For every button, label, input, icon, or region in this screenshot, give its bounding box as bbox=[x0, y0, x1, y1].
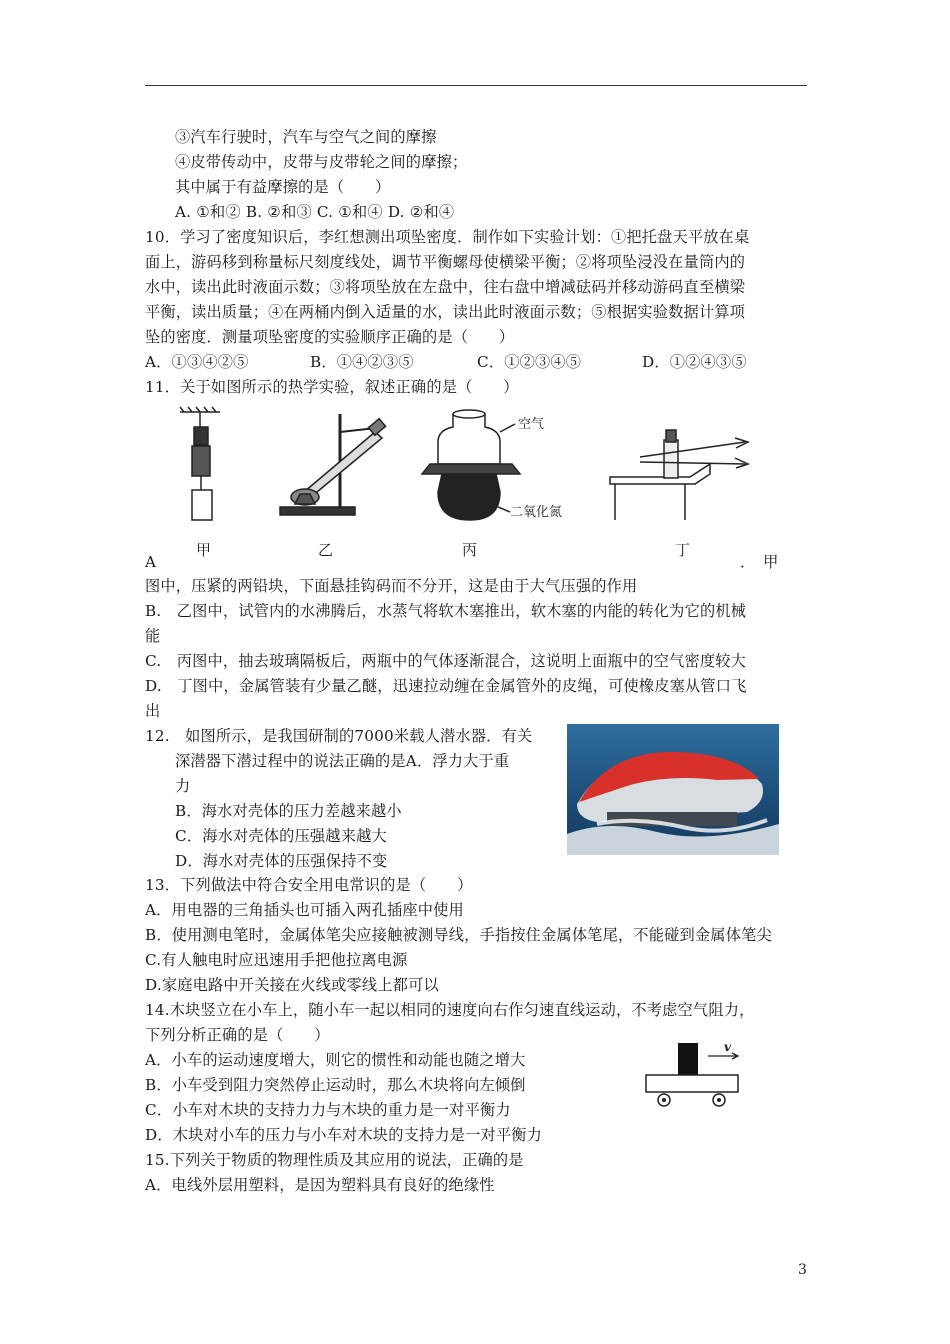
q10-line-1: 10．学习了密度知识后，李红想测出项坠密度．制作如下实验计划：①把托盘天平放在桌 bbox=[145, 228, 750, 246]
q9-options: A. ①和② B. ②和③ C. ①和④ D. ②和④ bbox=[175, 203, 455, 221]
header-rule bbox=[145, 85, 807, 86]
q10-line-5: 坠的密度．测量项坠密度的实验顺序正确的是（ ） bbox=[145, 328, 515, 346]
q11-figure-drawing bbox=[170, 402, 770, 532]
q10-line-2: 面上，游码移到称量标尺刻度线处，调节平衡螺母使横梁平衡；②将项坠浸没在量筒内的 bbox=[145, 253, 746, 271]
q10-option-d: D．①②④③⑤ bbox=[642, 353, 747, 371]
lead-blocks-drawing bbox=[180, 407, 220, 520]
q13-stem: 13．下列做法中符合安全用电常识的是（ ） bbox=[145, 876, 473, 894]
air-label: 空气 bbox=[518, 417, 545, 432]
q10-line-4: 平衡，读出质量；④在两桶内倒入适量的水，读出此时液面示数；⑤根据实验数据计算项 bbox=[145, 303, 746, 321]
q15-option-a: A．电线外层用塑料，是因为塑料具有良好的绝缘性 bbox=[145, 1176, 495, 1194]
q14-stem-2: 下列分析正确的是（ ） bbox=[145, 1026, 330, 1044]
q15-stem: 15.下列关于物质的物理性质及其应用的说法，正确的是 bbox=[145, 1151, 524, 1169]
q10-line-3: 水中，读出此时液面示数；③将项坠放在左盘中，往右盘中增减砝码并移动游码直至横梁 bbox=[145, 278, 746, 296]
q10-option-a: A．①③④②⑤ bbox=[145, 353, 249, 371]
q11-option-d-cont: 出 bbox=[145, 702, 161, 720]
q13-option-a: A．用电器的三角插头也可插入两孔插座中使用 bbox=[145, 901, 464, 919]
test-tube-drawing bbox=[280, 414, 386, 515]
q11-stem: 11．关于如图所示的热学实验，叙述正确的是（ ） bbox=[145, 378, 519, 396]
q9-item-4: ④皮带传动中，皮带与皮带轮之间的摩擦； bbox=[175, 153, 468, 171]
q12-stem-3: 力 bbox=[175, 777, 191, 795]
q12-stem-2: 深潜器下潜过程中的说法正确的是A．浮力大于重 bbox=[175, 752, 510, 770]
q12-stem: 12. 如图所示，是我国研制的7000米载人潜水器．有关 bbox=[145, 727, 533, 745]
no2-label: 二氧化氮 bbox=[510, 505, 563, 520]
q10-option-c: C．①②③④⑤ bbox=[477, 353, 582, 371]
q11-option-b-cont: 能 bbox=[145, 627, 161, 645]
q14-option-c: C．小车对木块的支持力力与木块的重力是一对平衡力 bbox=[145, 1101, 511, 1119]
q9-prompt: 其中属于有益摩擦的是（ ） bbox=[175, 178, 391, 196]
velocity-label: v bbox=[724, 1040, 731, 1054]
q11-option-b: B. 乙图中，试管内的水沸腾后，水蒸气将软木塞推出，软木塞的内能的转化为它的机械 bbox=[145, 602, 747, 620]
q9-item-3: ③汽车行驶时，汽车与空气之间的摩擦 bbox=[175, 128, 437, 146]
fig11-label-jia: 甲 bbox=[196, 541, 212, 559]
q10-option-b: B．①④②③⑤ bbox=[310, 353, 414, 371]
q11-option-d: D. 丁图中，金属管装有少量乙醚，迅速拉动缠在金属管外的皮绳，可使橡皮塞从管口飞 bbox=[145, 677, 747, 695]
q14-option-a: A．小车的运动速度增大，则它的惯性和动能也随之增大 bbox=[145, 1051, 526, 1069]
q13-option-c: C.有人触电时应迅速用手把他拉离电源 bbox=[145, 951, 408, 969]
q13-option-d: D.家庭电路中开关接在火线或零线上都可以 bbox=[145, 976, 439, 994]
gas-diffusion-drawing bbox=[422, 410, 520, 520]
q11-option-a: 图中，压紧的两铅块，下面悬挂钩码而不分开，这是由于大气压强的作用 bbox=[145, 577, 638, 595]
q12-option-d: D．海水对壳体的压强保持不变 bbox=[175, 852, 388, 870]
q11-option-a-letter: A bbox=[145, 553, 157, 571]
q14-option-d: D．木块对小车的压力与小车对木块的支持力是一对平衡力 bbox=[145, 1126, 543, 1144]
fig11-label-yi: 乙 bbox=[318, 541, 334, 559]
page-number: 3 bbox=[798, 1262, 807, 1278]
fig11-label-ding: 丁 bbox=[675, 541, 691, 559]
q14-stem: 14.木块竖立在小车上，随小车一起以相同的速度向右作匀速直线运动，不考虑空气阻力， bbox=[145, 1001, 755, 1019]
q11-option-c: C. 丙图中，抽去玻璃隔板后，两瓶中的气体逐渐混合，这说明上面瓶中的空气密度较大 bbox=[145, 652, 747, 670]
q11-option-a-tail: ． 甲 bbox=[740, 553, 779, 571]
q12-option-b: B．海水对壳体的压力差越来越小 bbox=[175, 802, 402, 820]
q12-option-c: C．海水对壳体的压强越来越大 bbox=[175, 827, 387, 845]
q13-option-b: B．使用测电笔时，金属体笔尖应接触被测导线，手指按住金属体笔尾，不能碰到金属体笔尖 bbox=[145, 926, 772, 944]
cart-figure bbox=[640, 1038, 750, 1110]
fig11-label-bing: 丙 bbox=[462, 541, 478, 559]
q11-figure bbox=[170, 402, 770, 532]
q14-option-b: B．小车受到阻力突然停止运动时，那么木块将向左倾倒 bbox=[145, 1076, 526, 1094]
metal-tube-drawing bbox=[610, 430, 748, 520]
submersible-photo bbox=[567, 724, 779, 855]
